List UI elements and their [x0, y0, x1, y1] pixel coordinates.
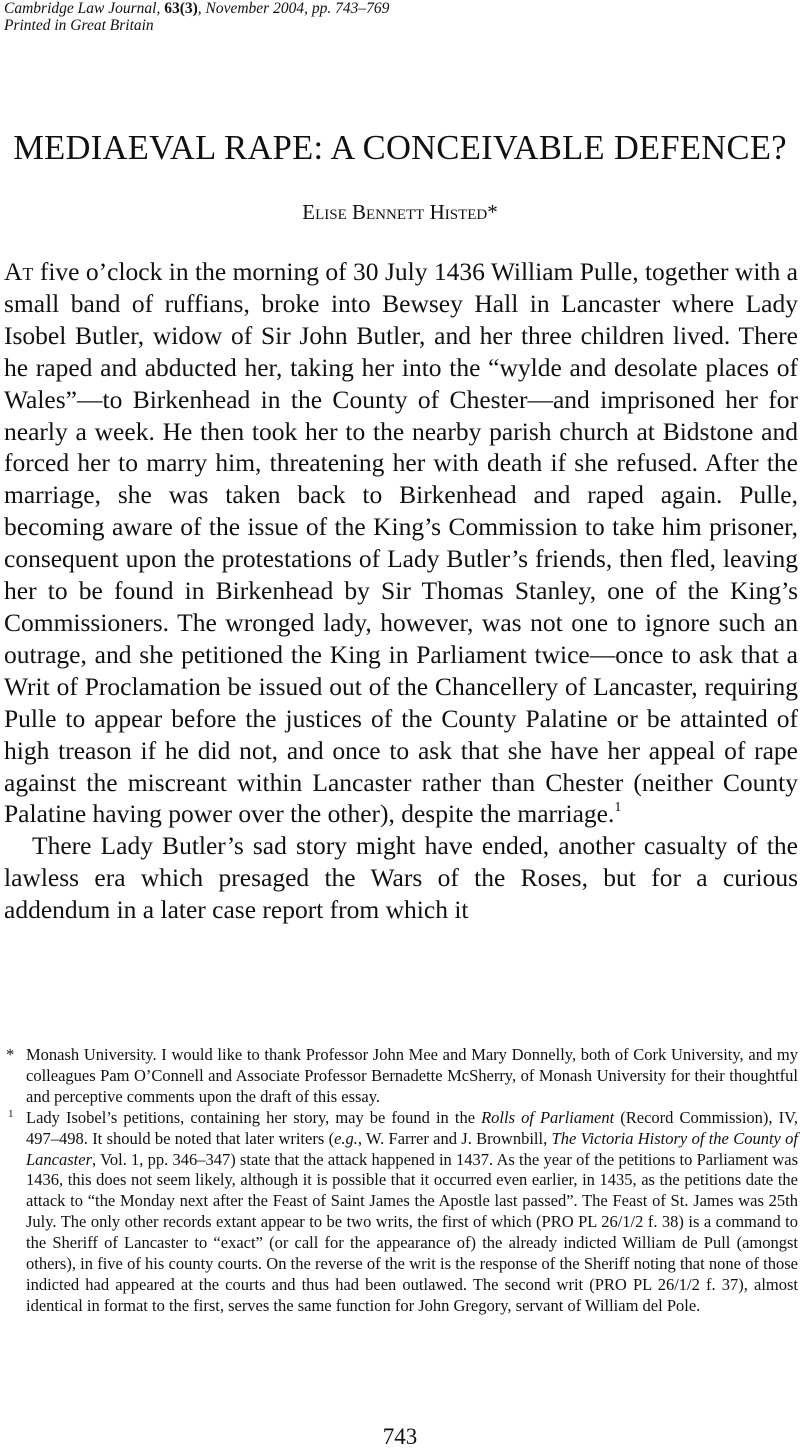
- footnote-star: [4, 1045, 798, 1108]
- footnotes-section: [4, 1045, 798, 1317]
- footnote-1-text-a: Lady Isobel’s petitions, containing her story, may be found in the: [26, 1107, 482, 1127]
- drop-lead-word: At: [4, 257, 34, 286]
- footnote-1-text-c: (Record Commission), IV, 497–498. It should be noted that later writers (: [26, 1107, 799, 1148]
- page-number: 743: [382, 1424, 418, 1449]
- journal-name: Cambridge Law Journal: [4, 0, 157, 17]
- body-paragraph-1: [4, 256, 798, 830]
- paragraph-1-text: five o’clock in the morning of 30 July 1436 William Pulle, together with a small band of ruffians, broke into Bewsey Hall in Lancaster where Lady Isobel Butler, widow of Sir John Butler, and her three children lived. There he raped and abducted her, taking her into the “wylde and desolate places of Wales”—to Birkenhead in the County of Chester—and imprisoned her for nearly a week. He then took her to the nearby parish church at Bidstone and forced her to marry him, threatening her with death if she refused. After the marriage, she was taken back to Birkenhead and raped again. Pulle, becoming aware of the issue of the King’s Commission to take him prisoner, consequent upon the protestations of Lady Butler’s friends, then fled, leaving her to be found in Birkenhead by Sir Thomas Stanley, one of the King’s Commissioners. The wronged lady, however, was not one to ignore such an outrage, and she petitioned the King in Parliament twice—once to ask that a Writ of Proclamation be issued out of the Chancellery of Lancaster, requiring Pulle to appear before the justices of the County Palatine or be attainted of high treason if he did not, and once to ask that she have her appeal of rape against the miscreant within Lancaster rather than Chester (neither County Palatine having power over the other), despite the marriage.: [4, 257, 798, 829]
- journal-header: [4, 0, 389, 34]
- printed-location: Printed in Great Britain: [4, 17, 154, 34]
- body-paragraph-2: There Lady Butler’s sad story might have ended, another casualty of the lawless era which presaged the Wars of the Roses, but for a curious addendum in a later case report from which it: [4, 831, 798, 925]
- article-author: Elise Bennett Histed*: [302, 200, 498, 224]
- footnote-1: [4, 1108, 798, 1317]
- journal-date-pages: , November 2004, pp. 743–769: [197, 0, 390, 17]
- footnote-1-text-g: , Vol. 1, pp. 346–347) state that the attack happened in 1437. As the year of the petitions to Parliament was 1436, this does not seem likely, although it is possible that it occurred even earlier, in 1435, as the petitions date the attack to “the Monday next after the Feast of Saint James the Apostle last passed”. The Feast of St. James was 25th July. The only other records extant appear to be two writs, the first of which (PRO PL 26/1/2 f. 38) is a command to the Sheriff of Lancaster to “exact” (or call for the appearance of) the already indicted William de Pull (amongst others), in five of his county courts. On the reverse of the writ is the response of the Sheriff noting that none of those indicted had appeared at the courts and thus had been outlawed. The second writ (PRO PL 26/1/2 f. 37), almost identical in format to the first, serves the same function for John Gregory, servant of William del Pole.: [26, 1149, 798, 1315]
- article-body: [4, 256, 798, 926]
- journal-citation: Cambridge Law Journal, 63(3), November 2004, pp. 743–769: [4, 0, 390, 17]
- footnote-1-citation-victoria: The Victoria History of the County of Lancaster: [26, 1128, 799, 1169]
- article-title: MEDIAEVAL RAPE: A CONCEIVABLE DEFENCE?: [13, 129, 787, 167]
- footnote-star-text: Monash University. I would like to thank Professor John Mee and Mary Donnelly, both of Cork University, and my colleagues Pam O’Connell and Associate Professor Bernadette McSherry, of Monash University for their thoughtful and perceptive comments upon the draft of this essay.: [26, 1045, 798, 1106]
- footnote-1-citation-rolls: Rolls of Parliament: [481, 1107, 615, 1127]
- journal-volume: 63(3): [164, 0, 198, 17]
- footnote-star-mark: *: [6, 1045, 15, 1064]
- footnote-reference-1[interactable]: 1: [614, 800, 622, 816]
- footnote-1-text-e: , W. Farrer and J. Brownbill,: [357, 1128, 552, 1148]
- footnote-1-eg: e.g.: [334, 1128, 358, 1148]
- footnote-1-mark: 1: [8, 1107, 14, 1120]
